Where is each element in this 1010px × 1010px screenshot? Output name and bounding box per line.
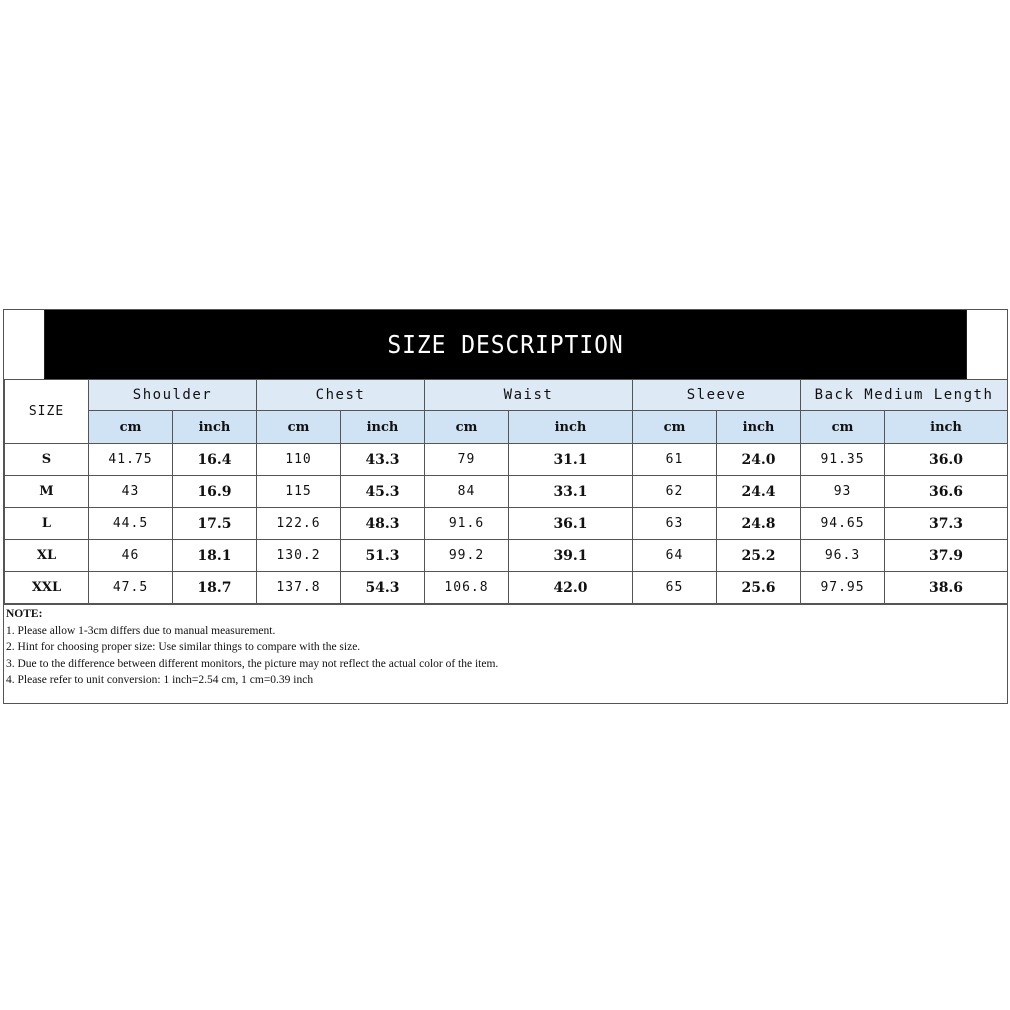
chest-cm: 122.6 bbox=[257, 508, 341, 540]
shoulder-cm: 47.5 bbox=[89, 572, 173, 604]
note-item: 3. Due to the difference between different monitors, the picture may not reflect the actual color of the item. bbox=[6, 657, 499, 670]
waist-cm: 91.6 bbox=[425, 508, 509, 540]
unit-cm: cm bbox=[257, 411, 341, 444]
waist-inch: 36.1 bbox=[509, 508, 633, 540]
group-header-row bbox=[5, 380, 1008, 411]
shoulder-inch: 16.4 bbox=[173, 444, 257, 476]
sleeve-cm: 65 bbox=[633, 572, 717, 604]
chest-inch: 43.3 bbox=[341, 444, 425, 476]
waist-cm: 99.2 bbox=[425, 540, 509, 572]
shoulder-inch: 17.5 bbox=[173, 508, 257, 540]
table-row bbox=[5, 508, 1008, 540]
chest-cm: 137.8 bbox=[257, 572, 341, 604]
chest-cm: 130.2 bbox=[257, 540, 341, 572]
sleeve-cm: 61 bbox=[633, 444, 717, 476]
table-row bbox=[5, 444, 1008, 476]
chest-inch: 48.3 bbox=[341, 508, 425, 540]
sleeve-inch: 24.4 bbox=[717, 476, 801, 508]
unit-cm: cm bbox=[633, 411, 717, 444]
back-length-inch: 38.6 bbox=[885, 572, 1008, 604]
back-length-inch: 37.9 bbox=[885, 540, 1008, 572]
waist-inch: 39.1 bbox=[509, 540, 633, 572]
table-row bbox=[5, 572, 1008, 604]
unit-inch: inch bbox=[717, 411, 801, 444]
shoulder-inch: 16.9 bbox=[173, 476, 257, 508]
waist-inch: 31.1 bbox=[509, 444, 633, 476]
size-label: M bbox=[5, 476, 89, 508]
group-sleeve: Sleeve bbox=[633, 380, 801, 411]
back-length-cm: 96.3 bbox=[801, 540, 885, 572]
note-item: 4. Please refer to unit conversion: 1 inch=2.54 cm, 1 cm=0.39 inch bbox=[6, 674, 314, 686]
waist-inch: 42.0 bbox=[509, 572, 633, 604]
back-length-cm: 93 bbox=[801, 476, 885, 508]
size-header: SIZE bbox=[5, 380, 89, 444]
waist-cm: 79 bbox=[425, 444, 509, 476]
back-length-inch: 36.6 bbox=[885, 476, 1008, 508]
chart-title: SIZE DESCRIPTION bbox=[44, 310, 967, 379]
sleeve-inch: 24.8 bbox=[717, 508, 801, 540]
table-row bbox=[5, 476, 1008, 508]
sleeve-cm: 64 bbox=[633, 540, 717, 572]
unit-inch: inch bbox=[341, 411, 425, 444]
sleeve-inch: 24.0 bbox=[717, 444, 801, 476]
unit-cm: cm bbox=[89, 411, 173, 444]
back-length-cm: 94.65 bbox=[801, 508, 885, 540]
unit-cm: cm bbox=[425, 411, 509, 444]
size-chart bbox=[3, 309, 1008, 704]
notes-section bbox=[4, 604, 1007, 703]
back-length-inch: 36.0 bbox=[885, 444, 1008, 476]
unit-inch: inch bbox=[885, 411, 1008, 444]
chest-inch: 45.3 bbox=[341, 476, 425, 508]
unit-header-row bbox=[5, 411, 1008, 444]
size-label: XXL bbox=[5, 572, 89, 604]
shoulder-inch: 18.1 bbox=[173, 540, 257, 572]
note-item: 1. Please allow 1-3cm differs due to manual measurement. bbox=[6, 624, 276, 637]
group-shoulder: Shoulder bbox=[89, 380, 257, 411]
chest-inch: 54.3 bbox=[341, 572, 425, 604]
shoulder-cm: 41.75 bbox=[89, 444, 173, 476]
shoulder-inch: 18.7 bbox=[173, 572, 257, 604]
group-chest: Chest bbox=[257, 380, 425, 411]
size-table bbox=[4, 379, 1008, 604]
shoulder-cm: 43 bbox=[89, 476, 173, 508]
sleeve-inch: 25.6 bbox=[717, 572, 801, 604]
table-row bbox=[5, 540, 1008, 572]
size-label: S bbox=[5, 444, 89, 476]
unit-inch: inch bbox=[509, 411, 633, 444]
size-label: XL bbox=[5, 540, 89, 572]
back-length-cm: 97.95 bbox=[801, 572, 885, 604]
back-length-cm: 91.35 bbox=[801, 444, 885, 476]
size-label: L bbox=[5, 508, 89, 540]
chest-cm: 115 bbox=[257, 476, 341, 508]
group-back-medium-length: Back Medium Length bbox=[801, 380, 1008, 411]
waist-inch: 33.1 bbox=[509, 476, 633, 508]
chest-cm: 110 bbox=[257, 444, 341, 476]
chest-inch: 51.3 bbox=[341, 540, 425, 572]
shoulder-cm: 44.5 bbox=[89, 508, 173, 540]
waist-cm: 84 bbox=[425, 476, 509, 508]
sleeve-cm: 63 bbox=[633, 508, 717, 540]
sleeve-cm: 62 bbox=[633, 476, 717, 508]
waist-cm: 106.8 bbox=[425, 572, 509, 604]
notes-title: NOTE: bbox=[6, 608, 43, 620]
group-waist: Waist bbox=[425, 380, 633, 411]
sleeve-inch: 25.2 bbox=[717, 540, 801, 572]
back-length-inch: 37.3 bbox=[885, 508, 1008, 540]
note-item: 2. Hint for choosing proper size: Use similar things to compare with the size. bbox=[6, 641, 361, 653]
shoulder-cm: 46 bbox=[89, 540, 173, 572]
unit-inch: inch bbox=[173, 411, 257, 444]
unit-cm: cm bbox=[801, 411, 885, 444]
